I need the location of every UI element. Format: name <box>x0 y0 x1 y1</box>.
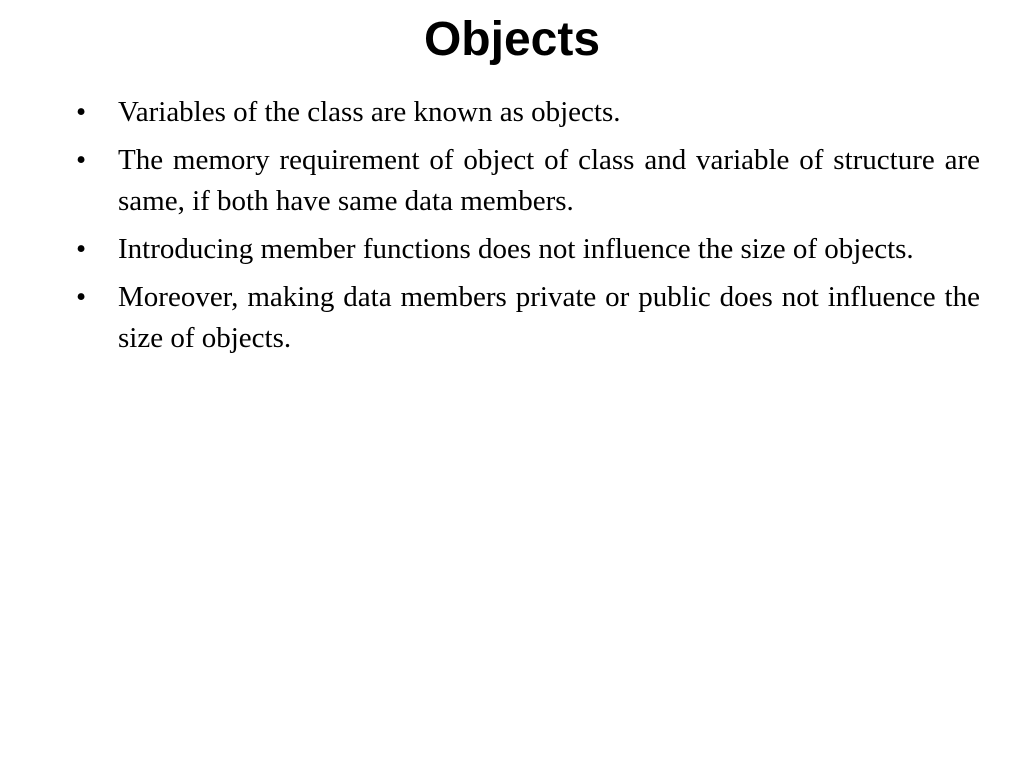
bullet-text: Moreover, making data members private or public does not influence the size of objects. <box>118 281 980 354</box>
bullet-dot-icon: • <box>76 281 87 313</box>
bullet-dot-icon: • <box>76 144 87 176</box>
bullet-text: The memory requirement of object of class and variable of structure are same, if both have same data members. <box>118 144 980 217</box>
bullet-item <box>70 229 980 270</box>
bullet-item <box>70 92 980 133</box>
bullet-item <box>70 277 980 359</box>
bullet-dot-icon: • <box>76 96 87 128</box>
bullet-dot-icon: • <box>76 233 87 265</box>
bullet-text: Introducing member functions does not influence the size of objects. <box>118 233 914 265</box>
bullet-list <box>70 92 980 366</box>
bullet-text: Variables of the class are known as objects. <box>118 96 621 128</box>
slide-title: Objects <box>423 13 601 66</box>
bullet-item <box>70 140 980 222</box>
